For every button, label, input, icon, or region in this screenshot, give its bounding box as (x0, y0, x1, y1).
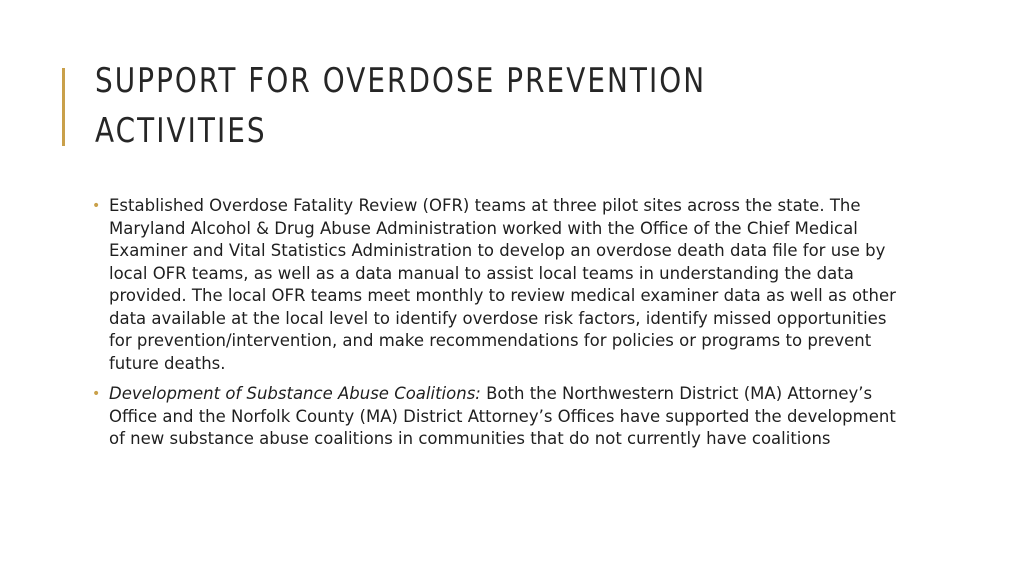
bullet-icon: • (92, 386, 101, 402)
bullet-lead: Development of Substance Abuse Coalitions: (109, 384, 481, 403)
list-item (92, 383, 912, 451)
list-item (92, 195, 912, 375)
bullet-list (92, 195, 912, 459)
bullet-text: Established Overdose Fatality Review (OFR) teams at three pilot sites across the state. The Maryland Alcohol & Drug Abuse Administration worked with the Office of the Chief Medical Examiner and Vital Statistics Administration to develop an overdose death data file for use by local OFR teams, as well as a data manual to assist local teams in understanding the data provided. The local OFR teams meet monthly to review medical examiner data as well as other data available at the local level to identify overdose risk factors, identify missed opportunities for prevention/intervention, and make recommendations for policies or programs to prevent future deaths. (109, 196, 896, 373)
bullet-icon: • (92, 198, 101, 214)
page-title: SUPPORT FOR OVERDOSE PREVENTION ACTIVITIES (95, 61, 707, 151)
title-accent-bar (62, 68, 65, 146)
bullet-text: Both the Northwestern District (MA) Attorney’s Office and the Norfolk County (MA) District Attorney’s Offices have supported the development of new substance abuse coalitions in communities that do not currently have coalitions (109, 384, 896, 448)
